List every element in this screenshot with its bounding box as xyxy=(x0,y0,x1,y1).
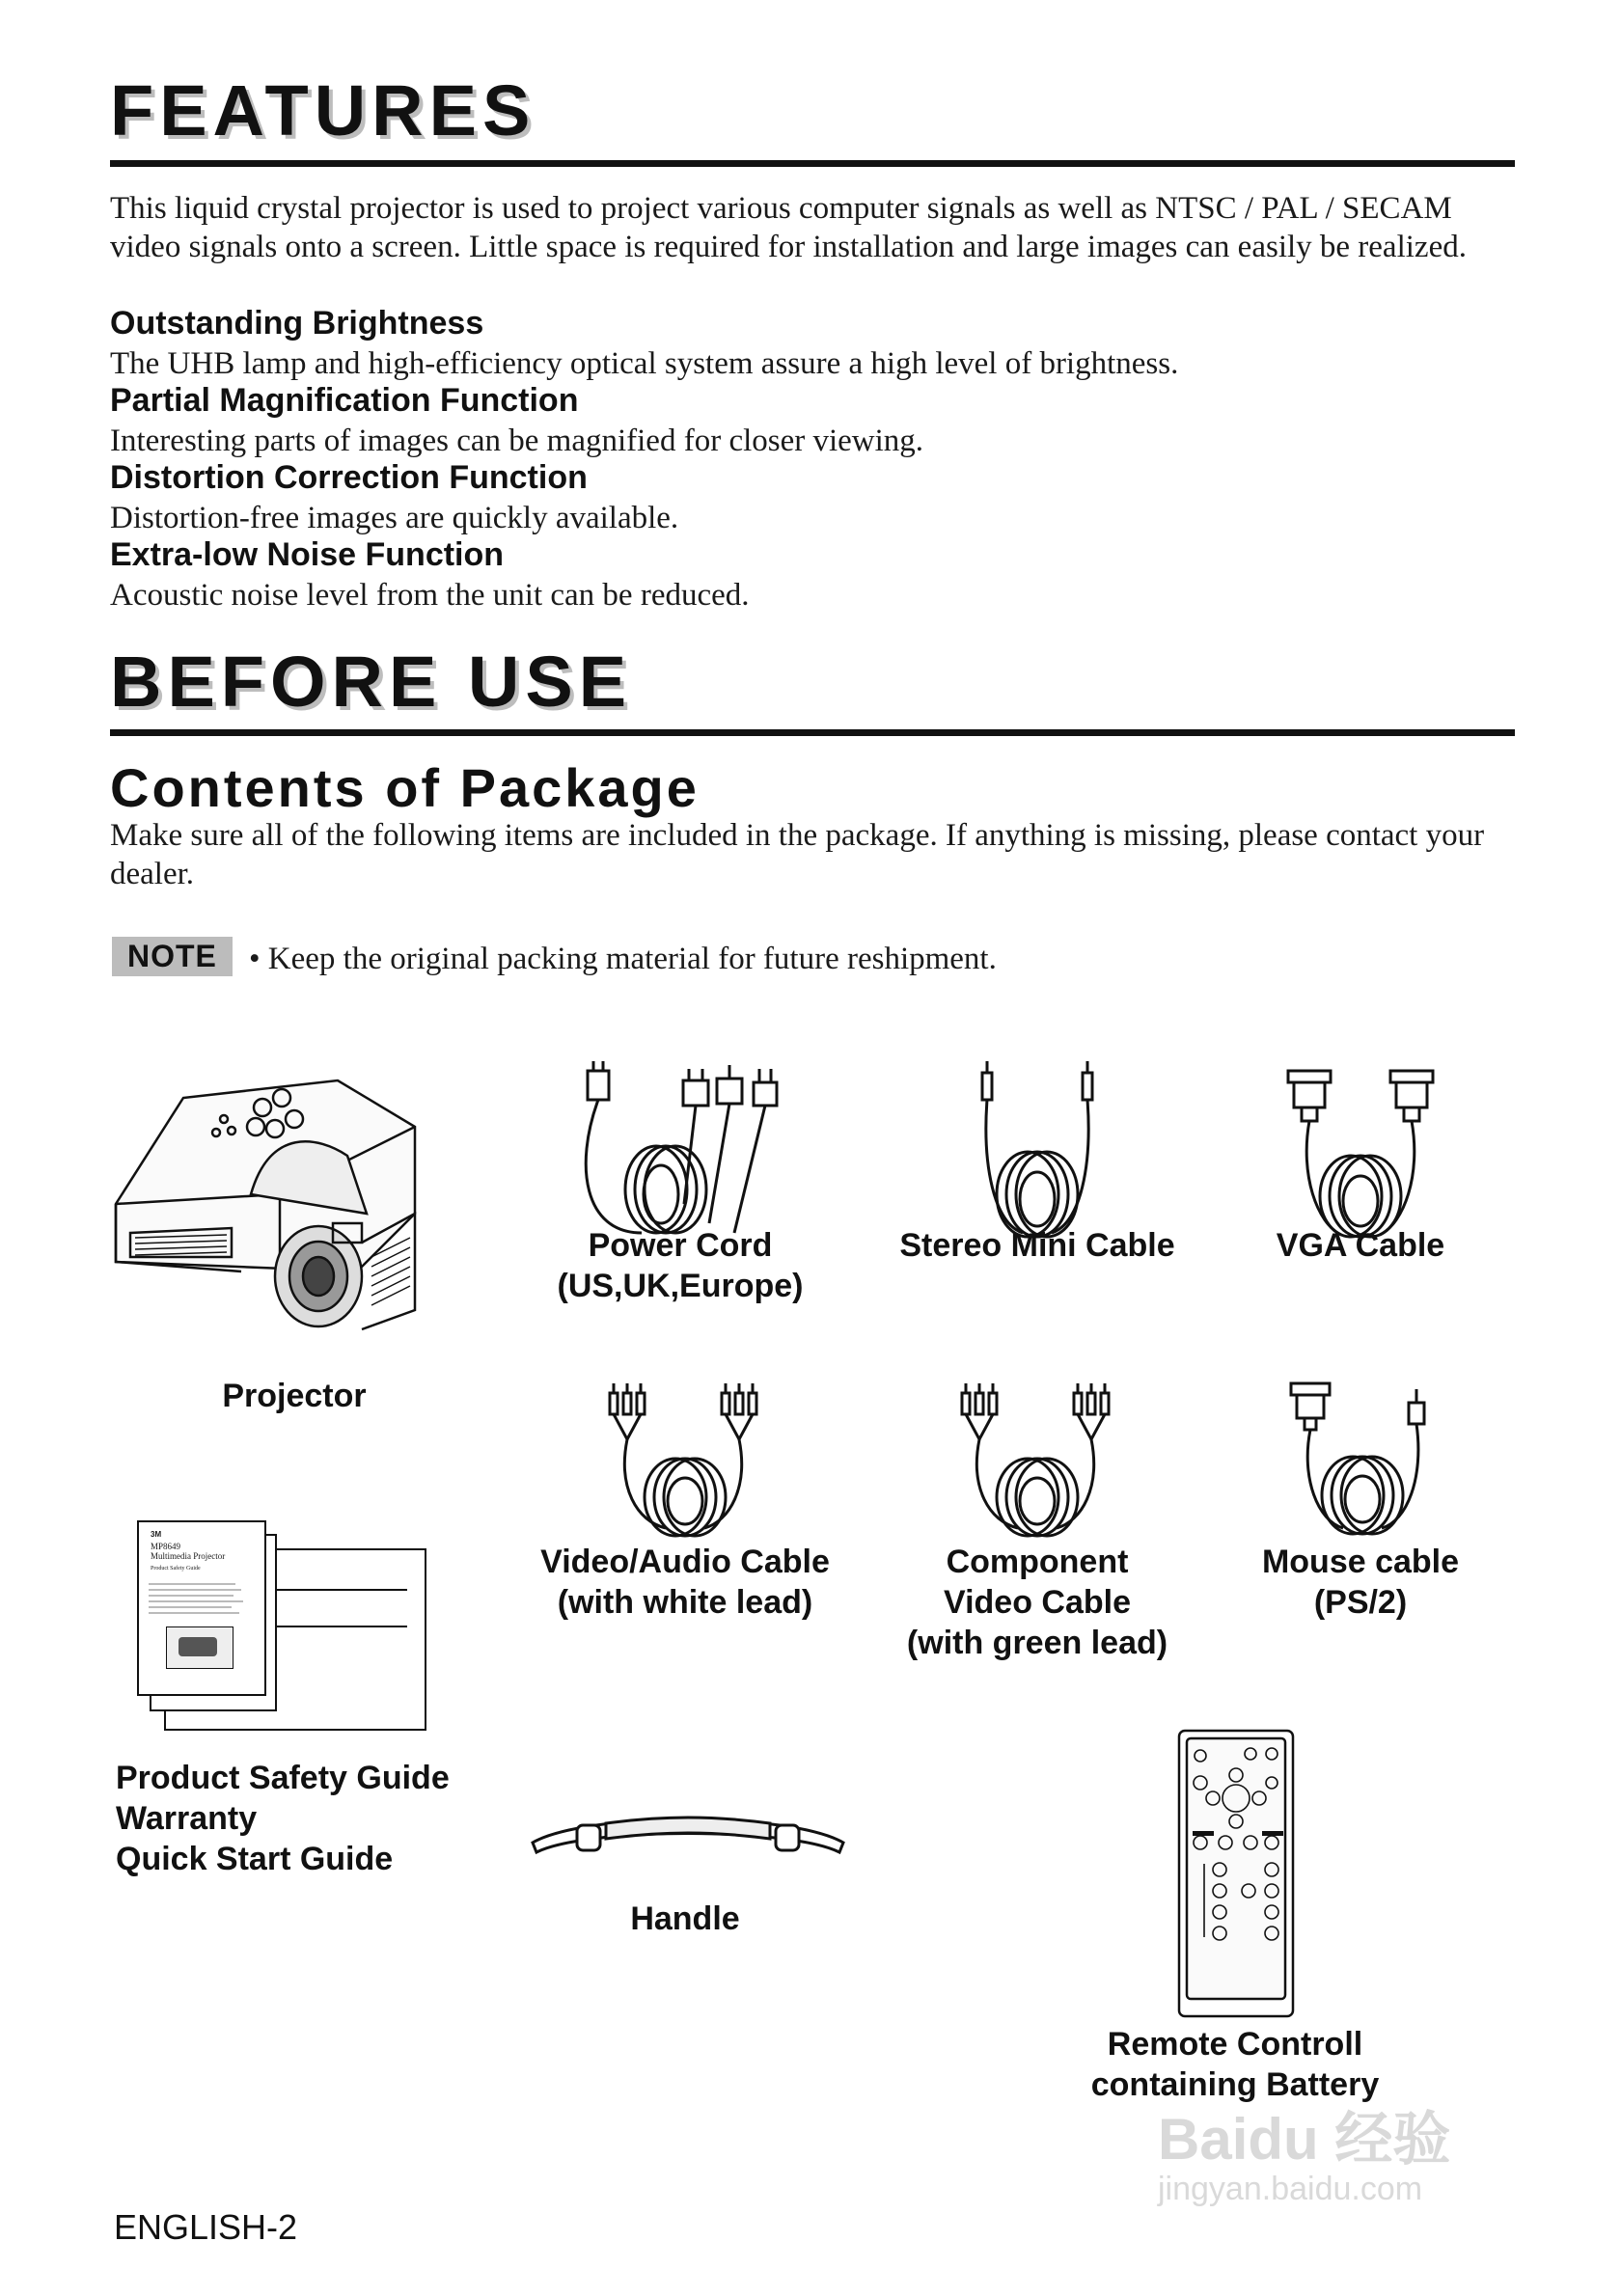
before-use-rule xyxy=(110,729,1515,736)
label-handle: Handle xyxy=(630,1900,740,1937)
label-documents: Product Safety Guide Warranty Quick Start Guide xyxy=(116,1760,450,1877)
remote-control-illustration xyxy=(1175,1729,1297,2018)
label-projector: Projector xyxy=(222,1378,367,1414)
feature-text-brightness: The UHB lamp and high-efficiency optical system assure a high level of brightness. xyxy=(110,346,1179,381)
booklet-projector-thumbnail xyxy=(166,1626,234,1669)
booklet-brand: 3M xyxy=(151,1530,162,1539)
booklet-text-lines xyxy=(149,1580,253,1619)
note-text: • Keep the original packing material for future reshipment. xyxy=(249,942,997,976)
watermark-brand: Baidu 经验 xyxy=(1158,2107,1451,2172)
feature-heading-distortion: Distortion Correction Function xyxy=(110,459,588,496)
booklet-subtitle: Multimedia Projector xyxy=(151,1551,226,1561)
component-video-cable-illustration xyxy=(950,1381,1124,1545)
label-video-audio-cable: Video/Audio Cable (with white lead) xyxy=(540,1544,830,1621)
feature-heading-noise: Extra-low Noise Function xyxy=(110,536,505,573)
label-component-video-cable: Component Video Cable (with green lead) xyxy=(906,1544,1168,1661)
label-remote-control: Remote Controll containing Battery xyxy=(1090,2026,1380,2103)
product-safety-booklet xyxy=(137,1520,266,1696)
mouse-cable-illustration xyxy=(1283,1381,1438,1545)
page-number: ENGLISH-2 xyxy=(114,2207,298,2247)
watermark-url: jingyan.baidu.com xyxy=(1158,2171,1423,2207)
projector-illustration xyxy=(106,1069,463,1358)
feature-heading-magnification: Partial Magnification Function xyxy=(110,382,579,419)
feature-heading-brightness: Outstanding Brightness xyxy=(110,305,484,342)
contents-of-package-title: Contents of Package xyxy=(110,757,700,818)
feature-text-noise: Acoustic noise level from the unit can be reduced. xyxy=(110,578,750,613)
video-audio-cable-illustration xyxy=(598,1381,772,1545)
features-intro: This liquid crystal projector is used to project various computer signals as well as NTSC / PAL / SECAM video signals onto a screen. Little space is required for installation and large images can easily be realized. xyxy=(110,191,1467,264)
handle-illustration xyxy=(529,1802,847,1870)
label-stereo-mini-cable: Stereo Mini Cable xyxy=(899,1227,1175,1264)
features-title: FEATURES xyxy=(110,70,536,150)
features-rule xyxy=(110,160,1515,167)
power-cord-illustration xyxy=(564,1059,825,1252)
booklet-doc-title: Product Safety Guide xyxy=(151,1566,201,1572)
booklet-model: MP8649 xyxy=(151,1542,181,1551)
label-power-cord: Power Cord (US,UK,Europe) xyxy=(557,1227,804,1304)
stereo-mini-cable-illustration xyxy=(965,1059,1110,1252)
feature-text-distortion: Distortion-free images are quickly available. xyxy=(110,501,679,535)
before-use-title: BEFORE USE xyxy=(110,642,633,722)
note-badge: NOTE xyxy=(112,937,233,976)
feature-text-magnification: Interesting parts of images can be magnified for closer viewing. xyxy=(110,424,924,458)
label-mouse-cable: Mouse cable (PS/2) xyxy=(1261,1544,1460,1621)
label-vga-cable: VGA Cable xyxy=(1276,1227,1445,1264)
contents-intro: Make sure all of the following items are included in the package. If anything is missing, please contact your dealer. xyxy=(110,818,1485,891)
